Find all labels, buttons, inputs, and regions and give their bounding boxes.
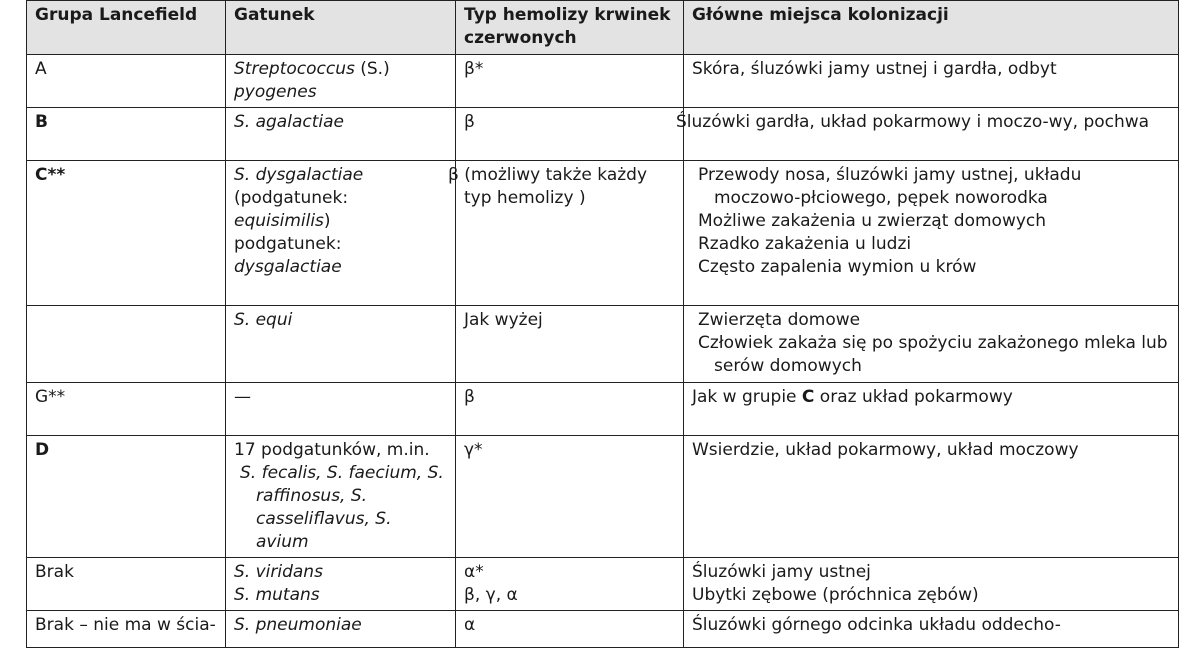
species-cell: —	[226, 383, 456, 436]
table-row	[27, 161, 1179, 306]
header-species: Gatunek	[226, 1, 456, 55]
subspecies-name: dysgalactiae	[234, 257, 342, 277]
sites-cell: Skóra, śluzówki jamy ustnej i gardła, odbyt	[684, 55, 1179, 108]
species-name: S. dysgalactiae	[234, 165, 364, 185]
species-cell	[226, 55, 456, 108]
table-header-row	[27, 1, 1179, 55]
table-row	[27, 306, 1179, 383]
species-cell: S. pneumoniae	[226, 611, 456, 648]
species-cell	[226, 558, 456, 611]
sites-cell	[684, 161, 1179, 306]
sites-cell: Śluzówki gardła, układ pokarmowy i moczo-wy, pochwa	[684, 108, 1179, 161]
site-line: Rzadko zakażenia u ludzi	[698, 234, 912, 254]
group-cell: B	[27, 108, 226, 161]
table-row	[27, 558, 1179, 611]
hemolysis-cell: β*	[456, 55, 684, 108]
group-cell: C**	[27, 161, 226, 306]
site-line: Ubytki zębowe (próchnica zębów)	[692, 585, 979, 605]
site-line: Przewody nosa, śluzówki jamy ustnej, układu moczowo-płciowego, pępek noworodka	[698, 165, 1082, 208]
hemolysis-cell: γ*	[456, 436, 684, 558]
hemolysis-cell	[456, 558, 684, 611]
group-cell: A	[27, 55, 226, 108]
group-cell	[27, 306, 226, 383]
header-group: Grupa Lancefield	[27, 1, 226, 55]
species-name: S. viridans	[234, 562, 323, 582]
species-name: Streptococcus	[234, 59, 355, 79]
site-text: Jak w grupie	[692, 387, 802, 407]
site-line: Możliwe zakażenia u zwierząt domowych	[698, 211, 1047, 231]
table-row	[27, 611, 1179, 648]
sites-cell	[684, 383, 1179, 436]
species-note: )	[323, 211, 331, 231]
species-cell	[226, 161, 456, 306]
hemolysis-cell: β	[456, 108, 684, 161]
hemolysis-cell: β (możliwy także każdy typ hemolizy )	[456, 161, 684, 306]
group-cell: D	[27, 436, 226, 558]
site-line: Często zapalenia wymion u krów	[698, 257, 977, 277]
table-row	[27, 108, 1179, 161]
site-line: Śluzówki jamy ustnej	[692, 562, 871, 582]
species-cell: S. agalactiae	[226, 108, 456, 161]
species-list: S. fecalis, S. faecium, S. raffinosus, S. casseliflavus, S. avium	[240, 463, 444, 552]
sites-cell: Śluzówki górnego odcinka układu oddecho-	[684, 611, 1179, 648]
sites-cell	[684, 558, 1179, 611]
group-cell: Brak – nie ma w ścia-	[27, 611, 226, 648]
species-name: S. mutans	[234, 585, 320, 605]
subspecies-name: equisimilis	[234, 211, 324, 231]
hemolysis-type: α*	[464, 562, 484, 582]
table-row	[27, 436, 1179, 558]
group-cell: Brak	[27, 558, 226, 611]
group-cell: G**	[27, 383, 226, 436]
species-cell	[226, 436, 456, 558]
hemolysis-type: β, γ, α	[464, 585, 518, 605]
species-name: pyogenes	[234, 82, 317, 102]
streptococcus-classification-table	[26, 0, 1179, 648]
species-note: podgatunek:	[234, 234, 342, 254]
group-ref: C	[801, 387, 815, 407]
site-line: Zwierzęta domowe	[698, 310, 861, 330]
hemolysis-cell: α	[456, 611, 684, 648]
sites-cell: Wsierdzie, układ pokarmowy, układ moczowy	[684, 436, 1179, 558]
species-note: 17 podgatunków, m.in.	[234, 440, 430, 460]
hemolysis-cell: β	[456, 383, 684, 436]
species-cell: S. equi	[226, 306, 456, 383]
hemolysis-cell: Jak wyżej	[456, 306, 684, 383]
site-text: oraz układ pokarmowy	[814, 387, 1013, 407]
header-colonization: Główne miejsca kolonizacji	[684, 1, 1179, 55]
species-note: (podgatunek:	[234, 188, 349, 208]
table-row	[27, 383, 1179, 436]
table-row	[27, 55, 1179, 108]
header-hemolysis: Typ hemolizy krwinek czerwonych	[456, 1, 684, 55]
site-line: Człowiek zakaża się po spożyciu zakażonego mleka lub serów domowych	[698, 333, 1168, 376]
species-abbrev: (S.)	[354, 59, 390, 79]
sites-cell	[684, 306, 1179, 383]
